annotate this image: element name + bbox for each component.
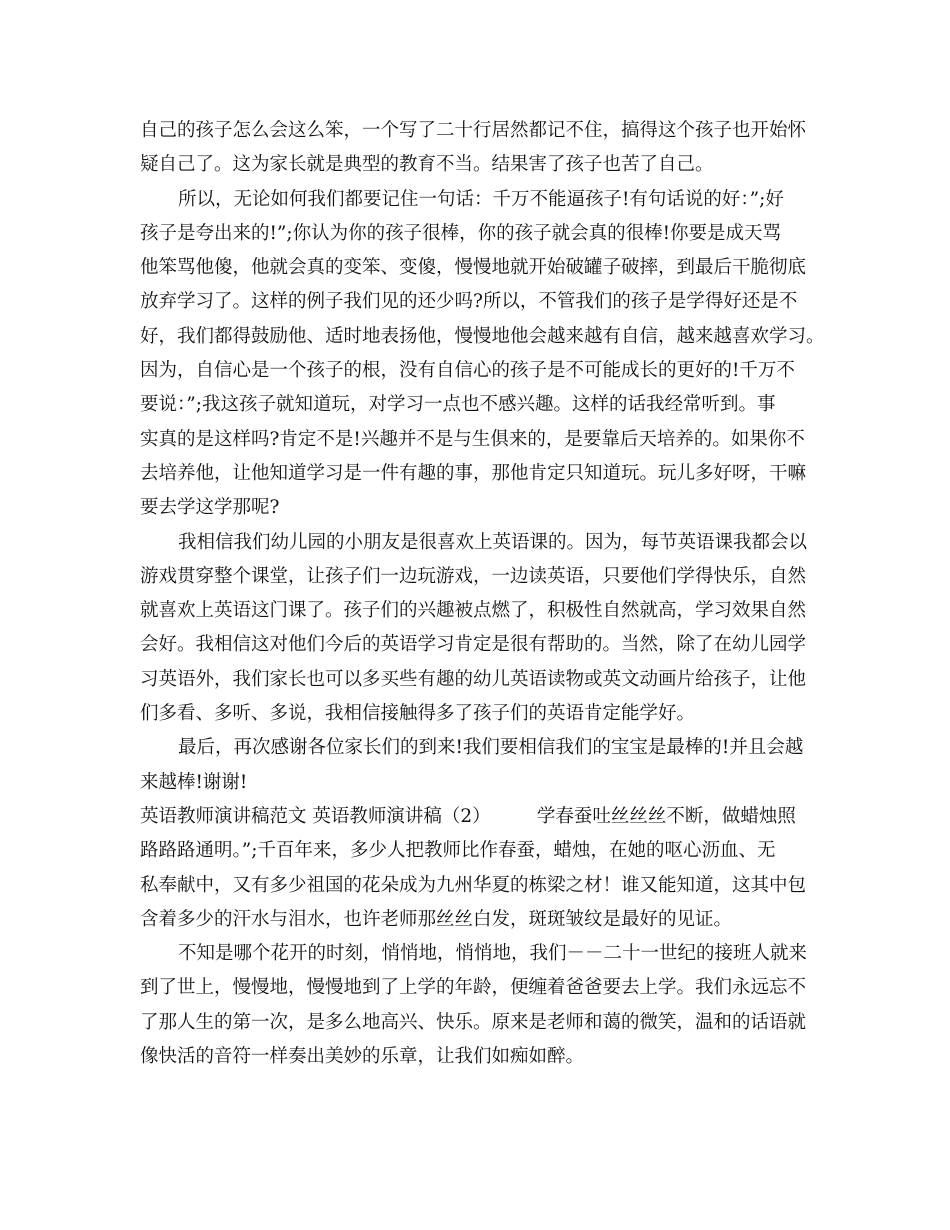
- text-line: 因为，自信心是一个孩子的根，没有自信心的孩子是不可能成长的更好的!千万不: [140, 360, 795, 382]
- text-line: 游戏贯穿整个课堂，让孩子们一边玩游戏，一边读英语，只要他们学得快乐，自然: [140, 565, 807, 587]
- text-line: 私奉献中，又有多少祖国的花朵成为九州华夏的栋梁之材！谁又能知道，这其中包: [140, 874, 807, 896]
- text-line: 们多看、多听、多说，我相信接触得多了孩子们的英语肯定能学好。: [140, 703, 696, 725]
- text-line: 像快活的音符一样奏出美妙的乐章，让我们如痴如醉。: [140, 1046, 585, 1068]
- text-line: 要去学这学那呢?: [140, 497, 280, 519]
- text-line: 习英语外，我们家长也可以多买些有趣的幼儿英语读物或英文动画片给孩子，让他: [140, 668, 807, 690]
- text-line: 来越棒!谢谢!: [140, 771, 248, 793]
- paragraph-start-line: 所以，无论如何我们都要记住一句话：千万不能逼孩子!有句话说的好：”;好: [178, 188, 784, 210]
- text-line: 就喜欢上英语这门课了。孩子们的兴趣被点燃了，积极性自然就高，学习效果自然: [140, 600, 807, 622]
- section-heading-line: 英语教师演讲稿范文 英语教师演讲稿（2） 学春蚕吐丝丝丝不断，做蜡烛照: [140, 805, 796, 827]
- text-line: 放弃学习了。这样的例子我们见的还少吗?所以，不管我们的孩子是学得好还是不: [140, 291, 798, 313]
- text-line: 要说：”;我这孩子就知道玩，对学习一点也不感兴趣。这样的话我经常听到。事: [140, 394, 776, 416]
- text-line: 会好。我相信这对他们今后的英语学习肯定是很有帮助的。当然，除了在幼儿园学: [140, 634, 807, 656]
- body-text: [140, 114, 825, 1074]
- text-line: 了那人生的第一次，是多么地高兴、快乐。原来是老师和蔼的微笑，温和的话语就: [140, 1011, 807, 1033]
- text-line: 路路路通明。”;千百年来，多少人把教师比作春蚕，蜡烛，在她的呕心沥血、无: [140, 840, 776, 862]
- text-line: 疑自己了。这为家长就是典型的教育不当。结果害了孩子也苦了自己。: [140, 154, 714, 176]
- text-line: 实真的是这样吗?肯定不是!兴趣并不是与生俱来的，是要靠后天培养的。如果你不: [140, 428, 805, 450]
- text-line: 他笨骂他傻，他就会真的变笨、变傻，慢慢地就开始破罐子破摔，到最后干脆彻底: [140, 257, 807, 279]
- paragraph-start-line: 我相信我们幼儿园的小朋友是很喜欢上英语课的。因为，每节英语课我都会以: [178, 531, 808, 553]
- text-line: 好，我们都得鼓励他、适时地表扬他，慢慢地他会越来越有自信，越来越喜欢学习。: [140, 325, 825, 347]
- text-line: 孩子是夸出来的!”;你认为你的孩子很棒，你的孩子就会真的很棒!你要是成天骂: [140, 222, 782, 244]
- text-line: 含着多少的汗水与泪水，也许老师那丝丝白发，斑斑皱纹是最好的见证。: [140, 908, 733, 930]
- paragraph-start-line: 最后，再次感谢各位家长们的到来!我们要相信我们的宝宝是最棒的!并且会越: [178, 737, 804, 759]
- text-line: 到了世上，慢慢地，慢慢地到了上学的年龄，便缠着爸爸要去上学。我们永远忘不: [140, 977, 807, 999]
- text-line: 自己的孩子怎么会这么笨，一个写了二十行居然都记不住，搞得这个孩子也开始怀: [140, 120, 807, 141]
- text-line: 去培养他，让他知道学习是一件有趣的事，那他肯定只知道玩。玩儿多好呀，干嘛: [140, 462, 807, 484]
- paragraph-start-line: 不知是哪个花开的时刻，悄悄地，悄悄地，我们－－二十一世纪的接班人就来: [178, 943, 808, 965]
